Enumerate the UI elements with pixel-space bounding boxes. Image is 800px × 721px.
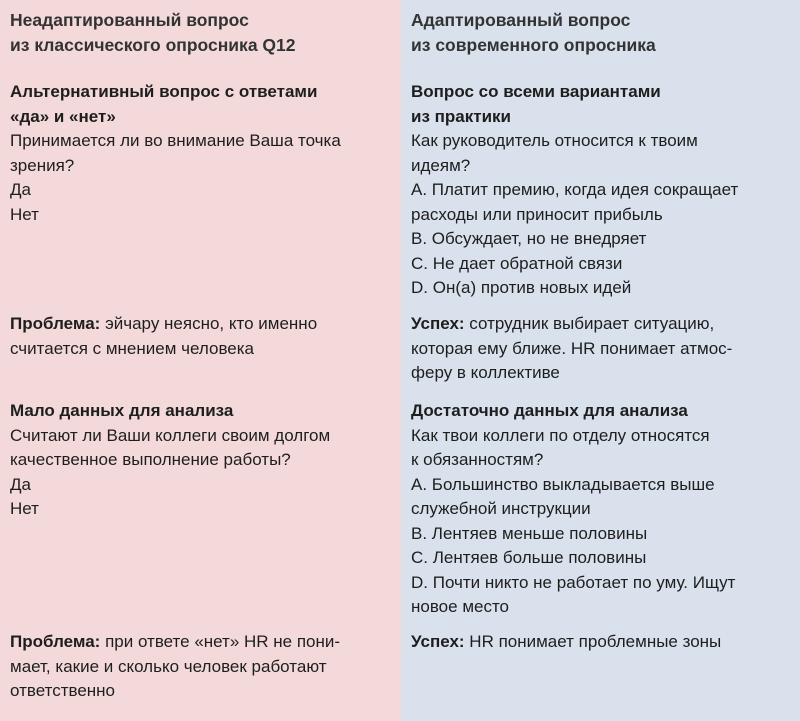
- problem-line: [10, 630, 395, 655]
- answer-option: B. Обсуждает, но не внедряет: [411, 229, 647, 248]
- answer-option: Да: [10, 474, 31, 494]
- problem-label: Проблема:: [10, 632, 101, 651]
- problem-text: мает, какие и сколько человек работают: [10, 656, 327, 676]
- question-text: Как руководитель относится к твоим: [411, 131, 698, 150]
- success-label: Успех:: [411, 314, 465, 333]
- problem-label: Проблема:: [10, 314, 101, 333]
- question-text: Как твои коллеги по отделу относятся: [411, 425, 710, 445]
- left-problem-2: [10, 630, 395, 704]
- section-heading: Вопрос со всеми вариантами: [411, 82, 661, 101]
- answer-option: C. Не дает обратной связи: [411, 253, 623, 273]
- right-success-2: [411, 630, 794, 655]
- right-column-header: [411, 8, 794, 58]
- question-text: идеям?: [411, 155, 471, 175]
- problem-text: считается с мнением человека: [10, 338, 255, 358]
- question-text: к обязанностям?: [411, 450, 544, 469]
- success-line: [411, 630, 794, 655]
- problem-line: [10, 312, 395, 337]
- answer-option: A. Платит премию, когда идея сокращает: [411, 180, 739, 199]
- section-heading: Достаточно данных для анализа: [411, 401, 688, 420]
- answer-option: расходы или приносит прибыль: [411, 204, 663, 224]
- question-text: зрения?: [10, 155, 75, 175]
- section-heading: Мало данных для анализа: [10, 401, 234, 420]
- header-line: Адаптированный вопрос: [411, 10, 631, 30]
- section-heading: Альтернативный вопрос с ответами: [10, 82, 318, 101]
- answer-option: Да: [10, 180, 31, 199]
- success-line: [411, 312, 794, 337]
- success-label: Успех:: [411, 632, 465, 651]
- right-section-2: [411, 399, 794, 620]
- answer-option: служебной инструкции: [411, 499, 591, 518]
- answer-option: D. Почти никто не работает по уму. Ищут: [411, 572, 736, 592]
- left-section-2: [10, 399, 395, 522]
- header-line: из классического опросника Q12: [10, 35, 296, 55]
- question-text: качественное выполнение работы?: [10, 450, 291, 469]
- right-column: [401, 0, 800, 721]
- success-text: HR понимает проблемные зоны: [464, 632, 722, 651]
- problem-text: эйчару неясно, кто именно: [100, 314, 318, 333]
- answer-option: новое место: [411, 597, 510, 616]
- left-column-header: [10, 8, 395, 58]
- question-text: Считают ли Ваши коллеги своим долгом: [10, 425, 331, 445]
- success-text: феру в коллективе: [411, 363, 560, 382]
- header-line: из современного опросника: [411, 35, 656, 55]
- left-problem-1: [10, 312, 395, 361]
- question-text: Принимается ли во внимание Ваша точка: [10, 131, 341, 150]
- header-line: Неадаптированный вопрос: [10, 10, 249, 30]
- answer-option: C. Лентяев больше половины: [411, 548, 647, 567]
- answer-option: Нет: [10, 204, 39, 224]
- success-text: которая ему ближе. HR понимает атмос-: [411, 338, 733, 358]
- right-success-1: [411, 312, 794, 386]
- success-text: сотрудник выбирает ситуацию,: [464, 314, 715, 333]
- section-heading: из практики: [411, 106, 511, 126]
- section-heading: «да» и «нет»: [10, 106, 116, 126]
- left-section-1: [10, 80, 395, 227]
- answer-option: A. Большинство выкладывается выше: [411, 474, 715, 494]
- answer-option: B. Лентяев меньше половины: [411, 523, 648, 543]
- problem-text: ответственно: [10, 681, 116, 700]
- right-section-1: [411, 80, 794, 301]
- problem-text: при ответе «нет» HR не пони-: [100, 632, 341, 651]
- answer-option: Нет: [10, 499, 39, 518]
- answer-option: D. Он(а) против новых идей: [411, 278, 632, 297]
